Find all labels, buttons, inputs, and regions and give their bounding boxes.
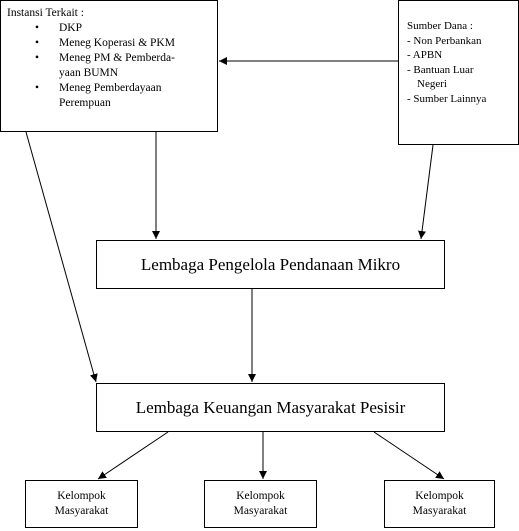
kelompok-label: Kelompok Masyarakat: [412, 490, 467, 517]
list-item: - APBN: [407, 49, 443, 61]
list-item: • DKP: [7, 21, 211, 36]
list-item: - Non Perbankan: [407, 34, 482, 47]
arrow-instansi-to-lkmp: [26, 132, 96, 382]
list-item: • Meneg PM & Pemberda- yaan BUMN: [7, 51, 211, 81]
list-item: • Meneg Pemberdayaan Perempuan: [7, 81, 211, 111]
instansi-title: Instansi Terkait :: [7, 7, 84, 19]
list-item: - Bantuan Luar Negeri: [407, 63, 474, 90]
kelompok-label: Kelompok Masyarakat: [54, 490, 109, 517]
lembaga-pengelola-label: Lembaga Pengelola Pendanaan Mikro: [140, 254, 401, 274]
arrow-sumber-to-lppm: [421, 145, 433, 239]
list-item: • Meneg Koperasi & PKM: [7, 36, 211, 51]
arrow-lkmp-to-kelompok-3: [374, 432, 444, 479]
arrow-lkmp-to-kelompok-1: [98, 432, 168, 479]
lembaga-keuangan-label: Lembaga Keuangan Masyarakat Pesisir: [135, 397, 406, 417]
list-item: - Sumber Lainnya: [407, 92, 487, 105]
kelompok-label: Kelompok Masyarakat: [233, 490, 288, 517]
sumber-title: Sumber Dana :: [407, 20, 473, 32]
